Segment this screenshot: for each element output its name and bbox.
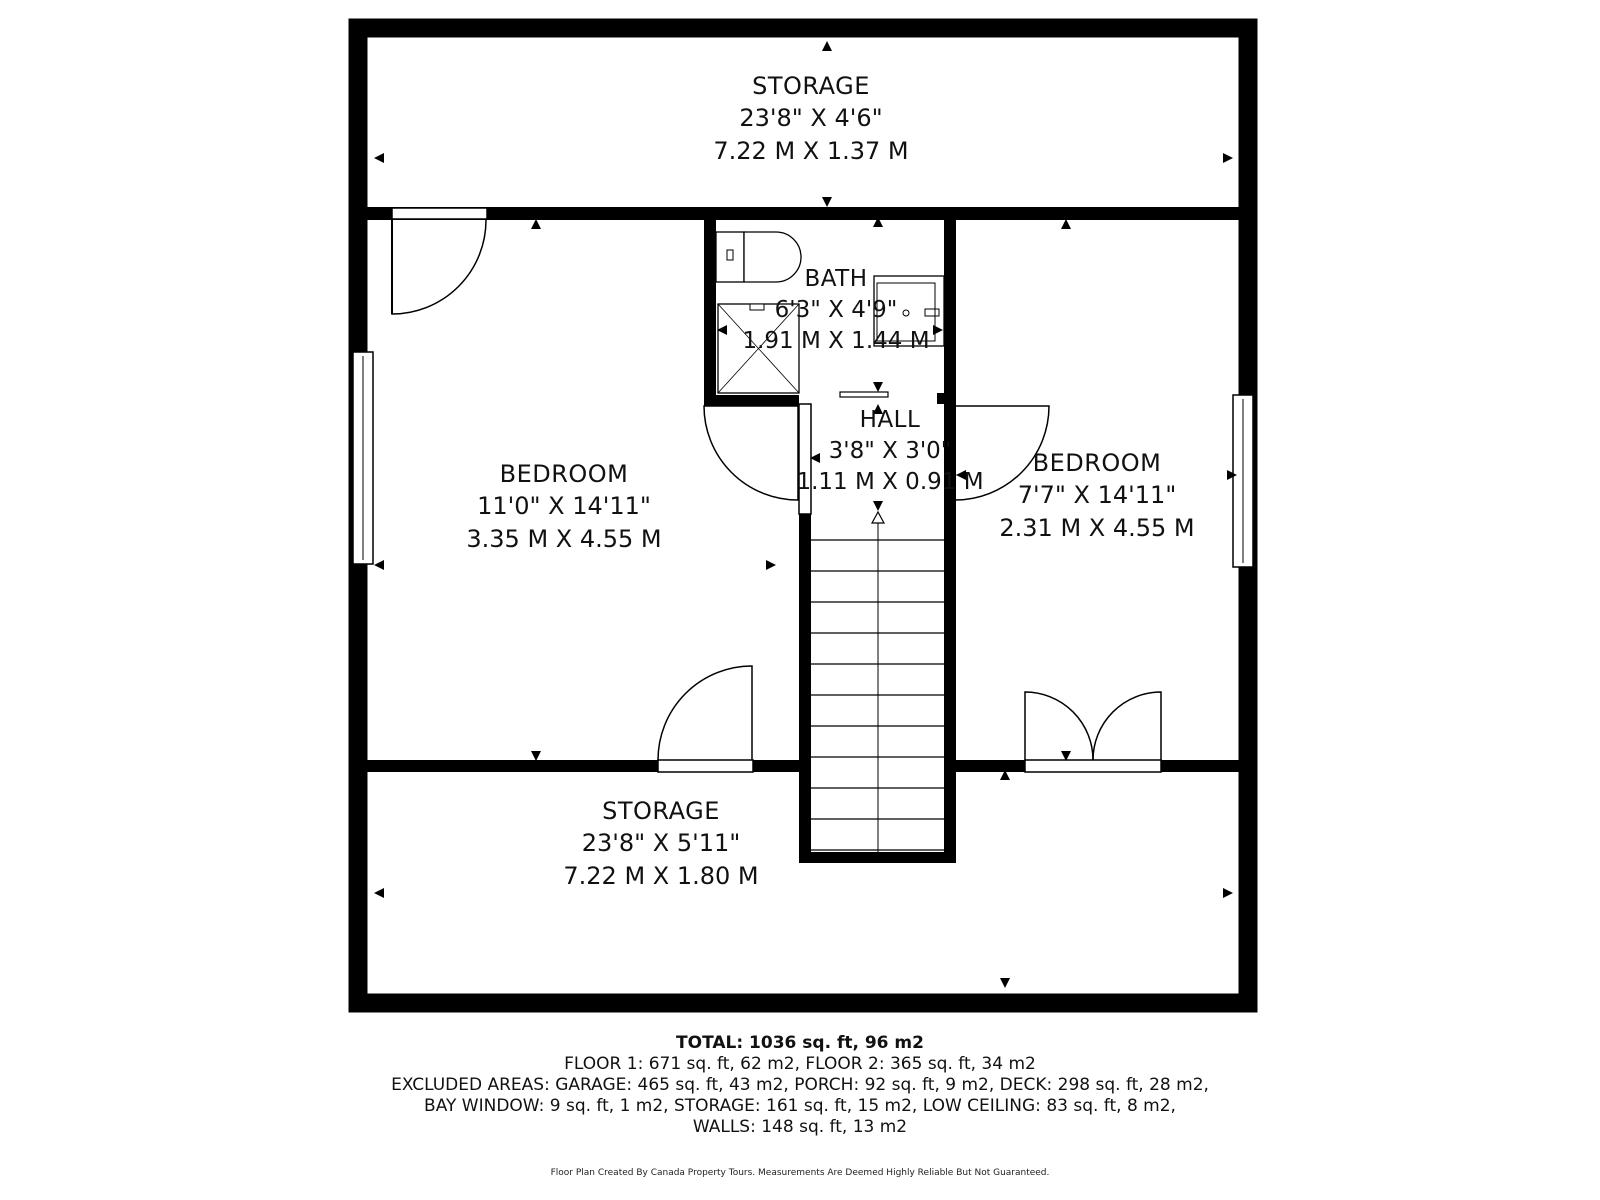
room-name: STORAGE [752,72,870,100]
room-name: HALL [859,407,921,433]
room-dimensions-metric: 7.22 M X 1.80 M [563,861,759,890]
wall-bath-bottom [704,395,799,406]
dimension-marker [374,153,384,163]
dimension-marker [1223,888,1233,898]
door-swing-closet-left [1025,692,1093,760]
room-dimensions-metric: 1.91 M X 1.44 M [742,328,930,355]
room-bedroom-left [466,458,661,555]
room-dimensions-imperial: 6'3" X 4'9" [774,297,898,324]
stair-direction-arrow [872,512,884,523]
room-dimensions-imperial: 11'0" X 14'11" [477,492,651,521]
doorway-bedroom-storage [658,760,753,772]
dimension-marker [374,888,384,898]
wall-stair-left [799,510,811,862]
dimension-marker [374,560,384,570]
room-storage-top [713,70,908,167]
door-swing-closet-right [1093,692,1161,760]
room-dimensions-imperial: 23'8" X 4'6" [739,104,883,133]
room-bath [742,264,929,357]
room-hall [796,405,983,498]
floor-areas: FLOOR 1: 671 sq. ft, 62 m2, FLOOR 2: 365 sq. ft, 34 m2 [564,1054,1036,1074]
door-swing-hall-left [704,406,798,500]
room-storage-bottom [563,795,758,892]
doorway-closet-right [1025,760,1161,772]
dimension-marker [531,219,541,229]
room-dimensions-metric: 7.22 M X 1.37 M [713,136,909,165]
bath-pocket-door [840,392,888,397]
wall-bath-right [944,216,956,406]
total-area: TOTAL: 1036 sq. ft, 96 m2 [676,1033,924,1053]
door-swing-bedroom-storage [658,666,752,760]
room-name: BATH [804,266,868,292]
room-name: STORAGE [602,797,720,825]
room-dimensions-imperial: 7'7" X 14'11" [1017,481,1177,510]
dimension-marker [822,41,832,51]
wall-top-storage [358,207,1248,220]
wall-bath-left [704,216,716,406]
room-name: BEDROOM [499,460,629,488]
room-dimensions-metric: 3.35 M X 4.55 M [466,524,662,553]
area-summary [0,1033,1600,1138]
excluded-areas-line-1: EXCLUDED AREAS: GARAGE: 465 sq. ft, 43 m2, PORCH: 92 sq. ft, 9 m2, DECK: 298 sq. ft, 28 m2, [391,1075,1209,1095]
dimension-marker [1000,978,1010,988]
staircase [811,512,944,852]
dimension-marker [873,382,883,392]
dimension-marker [766,560,776,570]
excluded-areas-line-3: WALLS: 148 sq. ft, 13 m2 [692,1117,908,1137]
room-name: BEDROOM [1032,449,1162,477]
wall-bath-right-stub [937,393,956,404]
room-dimensions-imperial: 3'8" X 3'0" [828,438,952,465]
doorway-bedroom-top [392,208,487,219]
dimension-marker [1223,153,1233,163]
dimension-marker [1061,219,1071,229]
dimension-marker [531,751,541,761]
room-dimensions-metric: 1.11 M X 0.91 M [796,469,984,496]
door-swing-bedroom-top [392,220,486,314]
disclaimer: Floor Plan Created By Canada Property Tours. Measurements Are Deemed Highly Reliable But Not Guaranteed. [550,1168,1050,1178]
room-dimensions-imperial: 23'8" X 5'11" [581,829,741,858]
excluded-areas-line-2: BAY WINDOW: 9 sq. ft, 1 m2, STORAGE: 161 sq. ft, 15 m2, LOW CEILING: 83 sq. ft, 8 m2, [424,1096,1176,1116]
room-bedroom-right [999,447,1194,544]
dimension-marker [873,501,883,511]
wall-stair-right [944,510,956,862]
room-dimensions-metric: 2.31 M X 4.55 M [999,513,1195,542]
dimension-marker [822,197,832,207]
wall-stair-bottom [799,852,956,863]
